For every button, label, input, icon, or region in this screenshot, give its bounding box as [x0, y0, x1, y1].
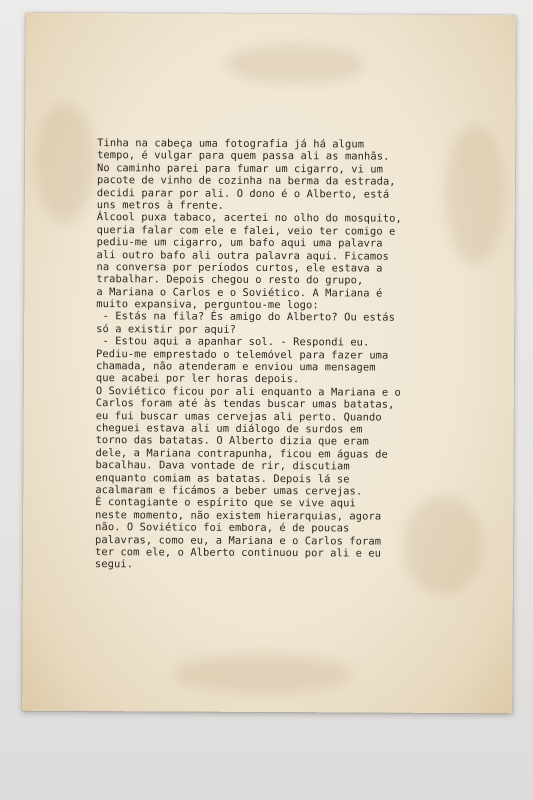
body-text [95, 137, 457, 573]
text-line: que acabei por ler horas depois. [95, 372, 300, 386]
text-line: ter com ele, o Alberto continuou por ali e eu [94, 545, 382, 560]
paper-sheet [22, 13, 516, 714]
text-line: Álcool puxa tabaco, acertei no olho do mosquito, [96, 211, 402, 226]
text-line: Tinha na cabeça uma fotografia já há algum [97, 137, 365, 151]
text-line: segui. [94, 558, 134, 571]
paper-stain [225, 44, 365, 85]
text-line: - Estou aqui a apanhar sol. - Respondi eu. [96, 335, 370, 349]
text-line: cheguei estava ali um diálogo de surdos em [95, 422, 363, 436]
text-line: queria falar com ele e falei, veio ter comigo e [96, 223, 396, 238]
text-line: pacote de vinho de cozinha na berma da estrada, [96, 174, 396, 188]
text-line: eu fui buscar umas cervejas ali perto. Quando [95, 409, 382, 424]
text-line: bacalhau. Dava vontade de rir, discutiam [95, 459, 350, 473]
text-line: chamada, não atenderam e enviou uma mensagem [95, 360, 376, 374]
paper-stain [172, 653, 352, 694]
text-line: - Estás na fila? És amigo do Alberto? Ou estás [96, 310, 395, 325]
text-line: enquanto comiam as batatas. Depois lá se [95, 471, 350, 485]
text-line: uns metros à frente. [96, 199, 224, 212]
text-line: não. O Soviético foi embora, é de poucas [95, 521, 350, 535]
text-line: decidi parar por ali. O dono é o Alberto, está [96, 186, 390, 201]
text-line: a Mariana o Carlos e o Soviético. A Mariana é [96, 285, 383, 300]
text-line: só a existir por aqui? [96, 322, 237, 336]
text-line: na conversa por períodos curtos, ele estava a [96, 261, 383, 275]
text-line: dele, a Mariana contrapunha, ficou em águas de [95, 446, 388, 461]
text-line: Carlos foram até às tendas buscar umas batatas, [95, 397, 395, 411]
text-line: tempo, é vulgar para quem passa ali as manhãs. [97, 149, 390, 164]
text-line: ali outro bafo ali outra palavra aqui. Ficamos [96, 248, 389, 263]
text-line: O Soviético ficou por ali enquanto a Mariana e o [95, 384, 401, 399]
paper-stain [35, 103, 96, 223]
text-line: pediu-me um cigarro, um bafo aqui uma palavra [96, 236, 383, 250]
text-line: No caminho parei para fumar um cigarro, vi um [96, 161, 384, 176]
text-line: muito expansiva, perguntou-me logo: [96, 298, 319, 312]
text-line: Pediu-me emprestado o telemóvel para fazer uma [96, 347, 389, 362]
text-line: torno das batatas. O Alberto dizia que eram [95, 434, 369, 448]
text-line: É contagiante o espírito que se vive aqui [95, 496, 356, 510]
text-line: acalmaram e ficámos a beber umas cervejas. [95, 484, 363, 498]
text-line: neste momento, não existem hierarquias, agora [95, 508, 382, 523]
text-line: palavras, como eu, a Mariana e o Carlos foram [95, 533, 382, 548]
text-line: trabalhar. Depois chegou o resto do grupo, [96, 273, 364, 287]
